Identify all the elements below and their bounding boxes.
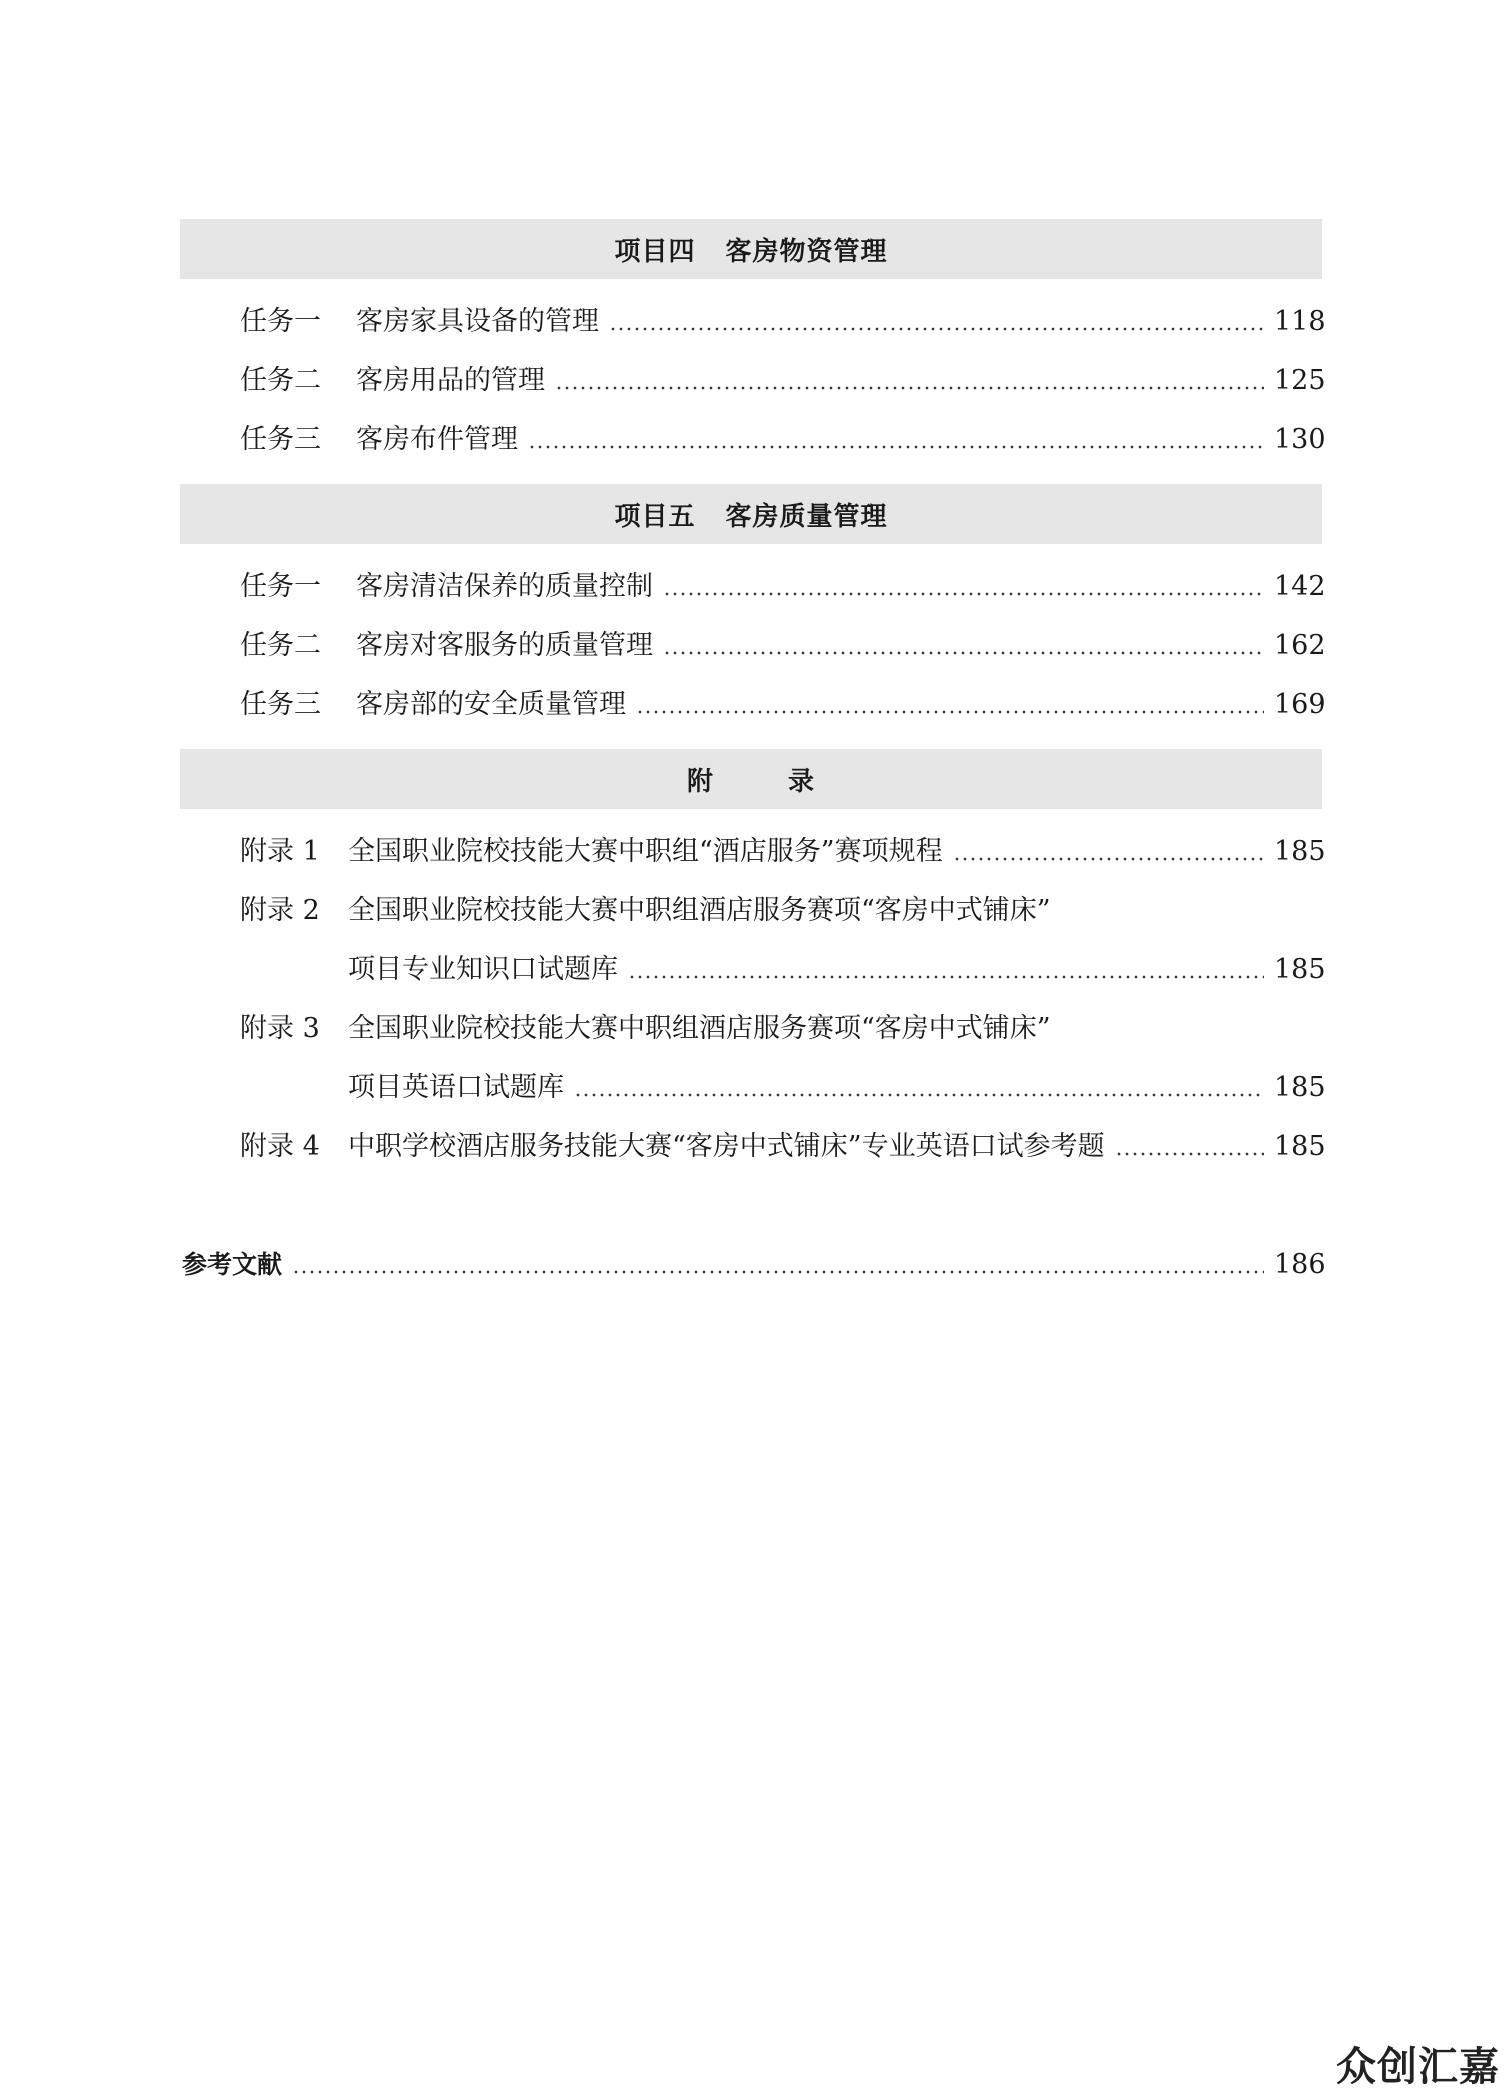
toc-entry-continuation[interactable] (0, 1068, 1326, 1108)
toc-entry-page: 185 (1274, 954, 1326, 985)
section-title-part: 附 (686, 766, 714, 797)
leader-dots (574, 1093, 1264, 1097)
toc-entry-page: 185 (1274, 1131, 1326, 1162)
toc-entry-page: 130 (1274, 424, 1326, 455)
leader-dots (953, 857, 1264, 861)
toc-entry-page: 185 (1274, 836, 1326, 867)
section-title-part: 录 (788, 766, 816, 797)
references-title: 参考文献 (182, 1250, 283, 1279)
leader-dots (663, 592, 1264, 596)
toc-entry-title: 客房对客服务的质量管理 (356, 630, 653, 661)
toc-entry-page: 142 (1274, 571, 1326, 602)
toc-entry[interactable] (0, 1009, 1322, 1049)
toc-entry-label: 附录 4 (240, 1131, 320, 1162)
toc-entry-title: 全国职业院校技能大赛中职组酒店服务赛项“客房中式铺床” (348, 1013, 1051, 1044)
toc-entry[interactable] (0, 832, 1326, 872)
toc-entry-label: 任务二 (240, 365, 321, 396)
toc-entry-title: 全国职业院校技能大赛中职组酒店服务赛项“客房中式铺床” (348, 895, 1051, 926)
leader-dots (609, 327, 1264, 331)
section-heading-project-5 (180, 484, 1322, 544)
references-page: 186 (1274, 1249, 1326, 1280)
section-number: 项目五 (614, 501, 696, 532)
toc-entry-page: 118 (1274, 306, 1326, 337)
toc-entry-label: 附录 2 (240, 895, 320, 926)
toc-entry[interactable] (0, 685, 1326, 725)
toc-entry-title-cont: 项目专业知识口试题库 (348, 954, 618, 985)
toc-entry-title-cont: 项目英语口试题库 (348, 1072, 564, 1103)
leader-dots (528, 445, 1264, 449)
leader-dots (292, 1270, 1264, 1274)
toc-entry-title: 客房清洁保养的质量控制 (356, 571, 653, 602)
toc-entry-page: 169 (1274, 689, 1326, 720)
toc-entry-title: 客房家具设备的管理 (356, 306, 599, 337)
section-title: 客房物资管理 (725, 236, 888, 267)
toc-entry-page: 185 (1274, 1072, 1326, 1103)
toc-entry-label: 任务一 (240, 571, 321, 602)
toc-entry-label: 附录 3 (240, 1013, 320, 1044)
leader-dots (1115, 1152, 1264, 1156)
toc-references[interactable] (182, 1245, 1326, 1285)
leader-dots (555, 386, 1264, 390)
section-title: 客房质量管理 (725, 501, 888, 532)
toc-entry-label: 附录 1 (240, 836, 320, 867)
toc-entry-page: 125 (1274, 365, 1326, 396)
leader-dots (663, 651, 1264, 655)
toc-entry-title: 客房布件管理 (356, 424, 518, 455)
watermark: 众创汇嘉 (1336, 2044, 1500, 2090)
toc-entry[interactable] (0, 626, 1326, 666)
toc-entry-label: 任务二 (240, 630, 321, 661)
toc-entry-label: 任务三 (240, 424, 321, 455)
toc-entry[interactable] (0, 567, 1326, 607)
toc-entry[interactable] (0, 361, 1326, 401)
toc-entry-label: 任务一 (240, 306, 321, 337)
toc-entry[interactable] (0, 891, 1322, 931)
toc-entry-title: 全国职业院校技能大赛中职组“酒店服务”赛项规程 (348, 836, 943, 867)
section-heading-appendix (180, 749, 1322, 809)
toc-entry-title: 客房部的安全质量管理 (356, 689, 626, 720)
toc-entry-continuation[interactable] (0, 950, 1326, 990)
leader-dots (628, 975, 1264, 979)
section-number: 项目四 (614, 236, 696, 267)
leader-dots (636, 710, 1264, 714)
toc-entry[interactable] (0, 1127, 1326, 1167)
toc-entry-title: 客房用品的管理 (356, 365, 545, 396)
toc-entry[interactable] (0, 302, 1326, 342)
toc-entry-label: 任务三 (240, 689, 321, 720)
toc-entry-page: 162 (1274, 630, 1326, 661)
section-heading-project-4 (180, 219, 1322, 279)
toc-entry-title: 中职学校酒店服务技能大赛“客房中式铺床”专业英语口试参考题 (348, 1131, 1105, 1162)
toc-entry[interactable] (0, 420, 1326, 460)
